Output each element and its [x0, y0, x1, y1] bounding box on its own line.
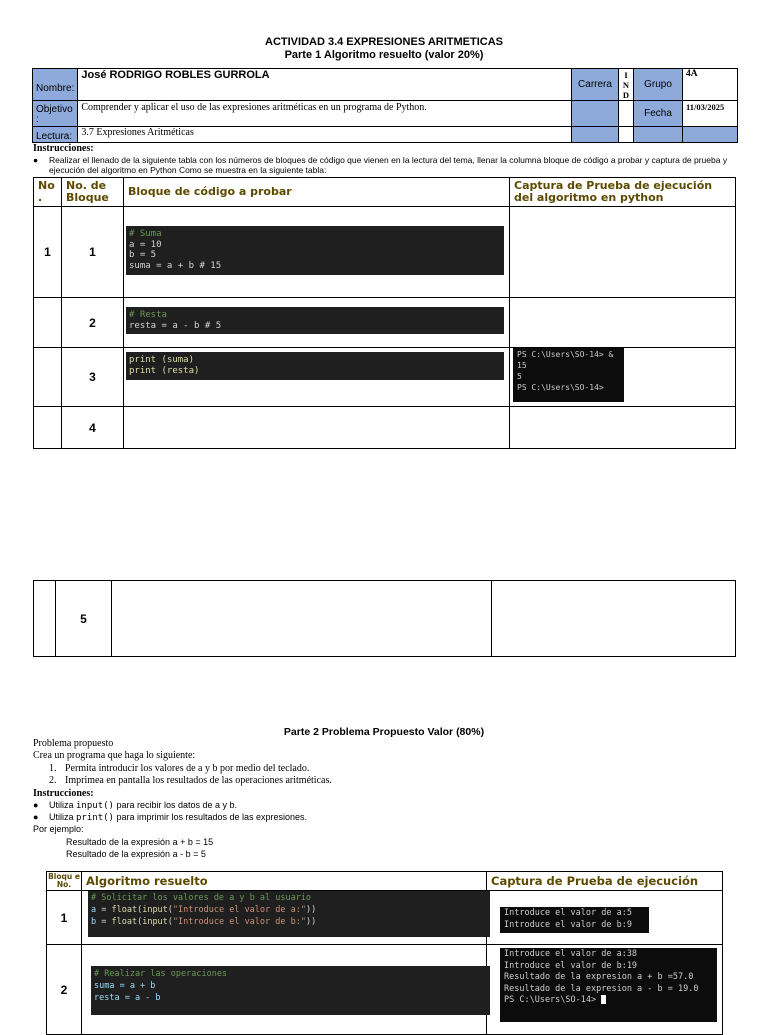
grupo-value: 4A: [683, 69, 738, 101]
nombre-value: José RODRIGO ROBLES GURROLA: [78, 69, 572, 101]
part2-problem-intro: Crea un programa que haga lo siguiente:: [33, 750, 196, 761]
part2-title: Parte 2 Problema Propuesto Valor (80%): [283, 726, 485, 738]
terminal-line: Resultado de la expresion a - b = 19.0: [504, 983, 699, 994]
code-line: print (resta): [129, 365, 200, 376]
terminal-line: Introduce el valor de b:9: [504, 919, 632, 930]
row-no: [34, 581, 56, 657]
part1-table-continued: [33, 580, 736, 657]
col-captura-header: Captura de Prueba de ejecución: [487, 872, 723, 891]
part1-instructions-heading: Instrucciones:: [33, 143, 94, 154]
table-row: [34, 581, 736, 657]
part2-list-item-1: 1. Permita introducir los valores de a y b por medio del teclado.: [49, 763, 310, 774]
objetivo-label: Objetivo :: [33, 101, 78, 127]
code-block-operaciones: [91, 966, 490, 1015]
fecha-label: Fecha: [634, 101, 683, 127]
part2-problem-label: Problema propuesto: [33, 738, 114, 749]
col-captura-header: Captura de Prueba de ejecución del algoritmo en python: [510, 178, 736, 207]
terminal-output-2: [500, 948, 717, 1022]
document-title: ACTIVIDAD 3.4 EXPRESIONES ARITMETICAS: [265, 36, 503, 48]
terminal-line: Introduce el valor de a:5: [504, 908, 632, 918]
col-bloque-header: No. de Bloque: [62, 178, 124, 207]
info-table: [32, 68, 738, 143]
code-comment: # Realizar las operaciones: [94, 969, 228, 979]
carrera-value: I N D: [619, 69, 634, 101]
row-bloque: 4: [62, 407, 124, 449]
terminal-line: Introduce el valor de b:19: [504, 960, 638, 971]
lectura-label: Lectura:: [33, 127, 78, 143]
code-comment: # Resta: [129, 310, 167, 320]
row-no: [34, 348, 62, 407]
part2-instructions-heading: Instrucciones:: [33, 788, 94, 799]
code-line: suma = a + b # 15: [129, 260, 222, 271]
col-bloque-header: Bloqu e No.: [48, 872, 80, 889]
code-line: suma = a + b: [94, 981, 156, 991]
part2-bullet-2: ● Utiliza print() para imprimir los resultados de las expresiones.: [33, 812, 308, 823]
code-block-input: # Solicitar los valores de a y b al usuario a = float(input("Introduce el valor de a:")) b = float(input("Introduce el valor de b:")): [88, 891, 490, 937]
row-bloque: 5: [56, 581, 112, 657]
part2-bullet-1: ● Utiliza input() para recibir los datos de a y b.: [33, 800, 238, 811]
table-row: [34, 407, 736, 449]
terminal-output-3: [513, 348, 624, 402]
terminal-line: Introduce el valor de a:38: [504, 949, 638, 959]
row-no: 1: [47, 891, 82, 945]
code-block-resta: [126, 307, 504, 334]
code-block-print: [126, 352, 504, 380]
terminal-line: 15: [517, 361, 527, 370]
code-line: resta = a - b: [94, 993, 161, 1003]
part2-list-item-2: 2. Imprimea en pantalla los resultados de las operaciones aritméticas.: [49, 775, 332, 786]
code-line: a = 10: [129, 239, 162, 250]
col-algoritmo-header: Algoritmo resuelto: [82, 872, 487, 891]
terminal-line: Resultado de la expresion a + b =57.0: [504, 972, 694, 982]
col-codigo-header: Bloque de código a probar: [124, 178, 510, 207]
lectura-value: 3.7 Expresiones Aritméticas: [78, 127, 572, 143]
objetivo-value: Comprender y aplicar el uso de las expresiones aritméticas en un programa de Python.: [78, 101, 572, 127]
row-no: 2: [47, 945, 82, 1035]
nombre-label: Nombre:: [33, 69, 78, 101]
bullet-icon: ●: [33, 800, 39, 810]
row-bloque: 1: [62, 207, 124, 298]
code-line: resta = a - b # 5: [129, 320, 222, 331]
row-no: 1: [34, 207, 62, 298]
part1-instructions-item: [33, 155, 738, 175]
terminal-line: PS C:\Users\SO-14>: [517, 383, 604, 392]
terminal-line: PS C:\Users\SO-14>: [504, 995, 602, 1005]
fecha-value: 11/03/2025: [683, 101, 738, 127]
code-comment: # Suma: [129, 229, 162, 239]
row-no: [34, 407, 62, 449]
grupo-label: Grupo: [634, 69, 683, 101]
bullet-icon: ●: [33, 155, 39, 165]
code-comment: # Solicitar los valores de a y b al usuario: [91, 893, 312, 903]
code-line: print (suma): [129, 355, 195, 365]
part2-example-2: Resultado de la expresión a - b = 5: [66, 849, 206, 859]
bullet-icon: ●: [33, 812, 39, 822]
document-subtitle: Parte 1 Algoritmo resuelto (valor 20%): [284, 49, 484, 61]
code-line: b = 5: [129, 250, 157, 260]
terminal-output-1: [500, 907, 649, 933]
part1-instructions-text: Realizar el llenado de la siguiente tabla con los números de bloques de código que vienen en la lectura del tema, llenar la columna bloque de código a probar y captura de prueba y ejecución del algoritmo en Python Como se muestra en la siguiente tabla:: [49, 155, 728, 175]
row-bloque: 3: [62, 348, 124, 407]
terminal-line: 5: [517, 372, 522, 381]
row-bloque: 2: [62, 298, 124, 348]
code-block-suma: [126, 226, 504, 275]
terminal-line: PS C:\Users\SO-14> &: [517, 350, 614, 359]
col-no-header: No .: [34, 178, 62, 207]
carrera-label: Carrera: [572, 69, 619, 101]
row-no: [34, 298, 62, 348]
part2-example-label: Por ejemplo:: [33, 824, 84, 834]
terminal-cursor: [601, 995, 606, 1004]
part2-example-1: Resultado de la expresión a + b = 15: [66, 837, 214, 847]
